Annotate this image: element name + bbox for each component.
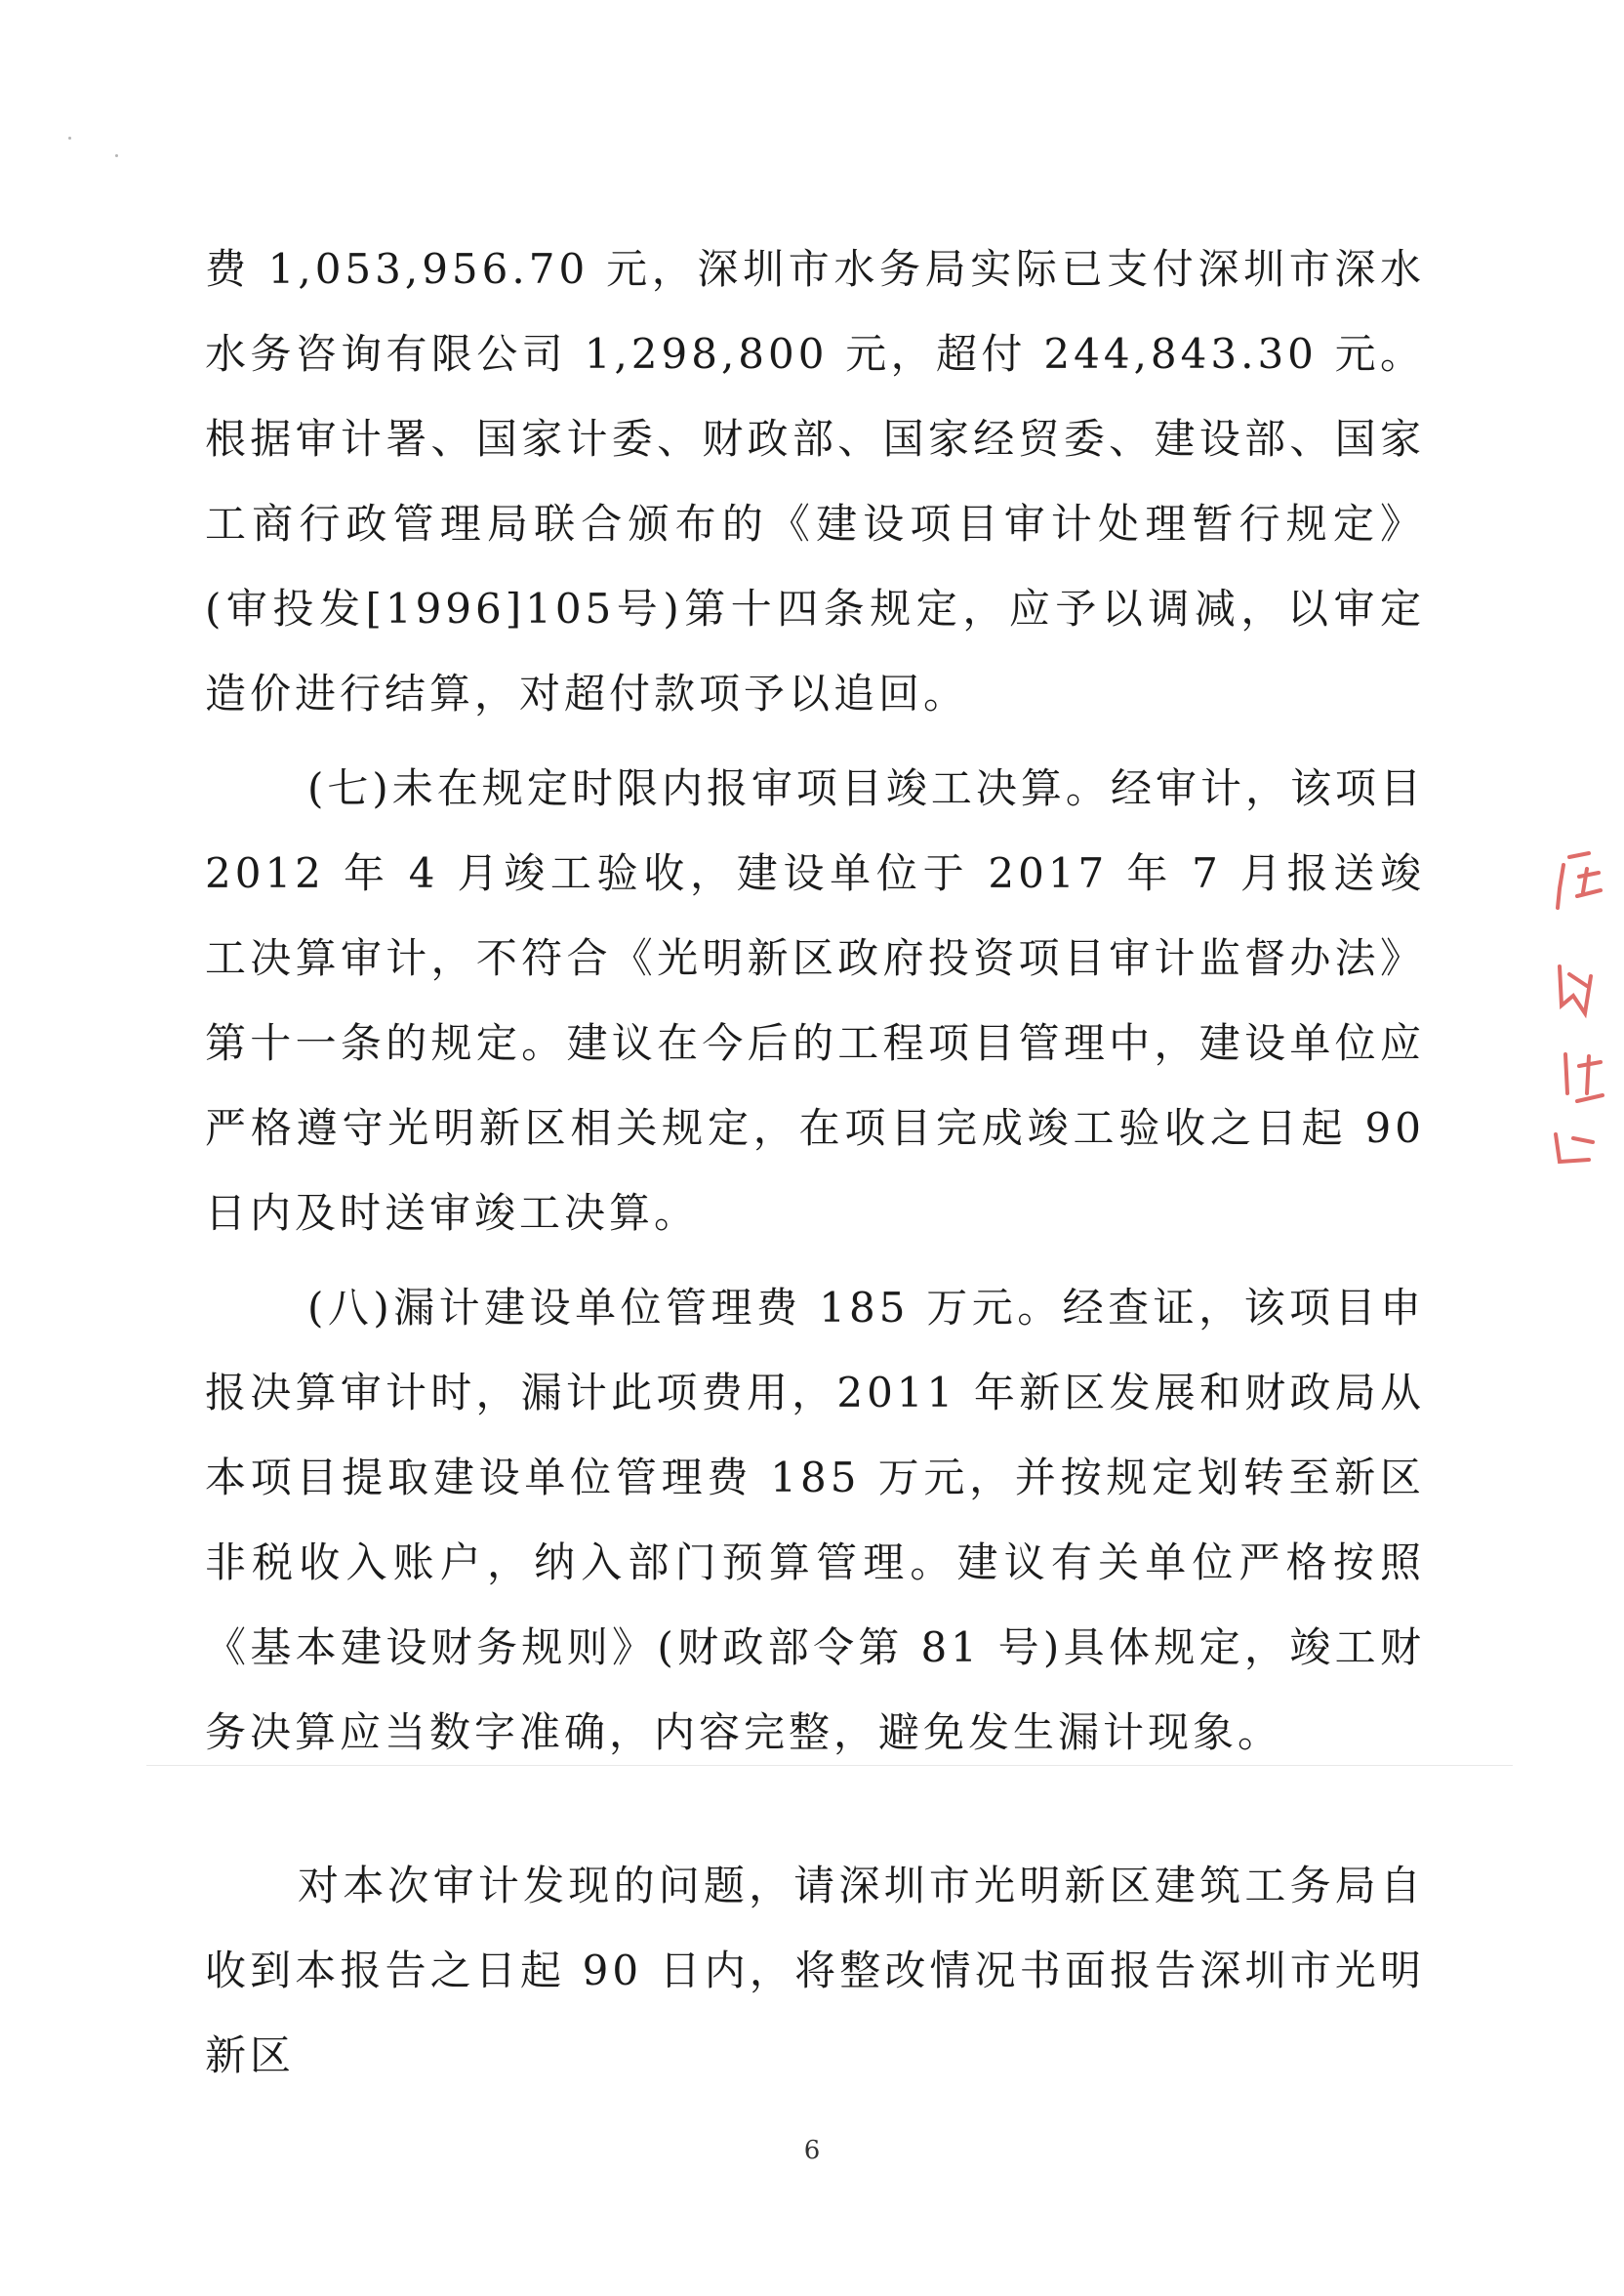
red-seal-edge-icon — [1530, 849, 1618, 1171]
paragraph-rectification-request: 对本次审计发现的问题，请深圳市光明新区建筑工务局自收到本报告之日起 90 日内，将整改情况书面报告深圳市光明新区 — [205, 1862, 1425, 2079]
paragraph-item-eight: (八)漏计建设单位管理费 185 万元。经查证，该项目申报决算审计时，漏计此项费用，2011 年新区发展和财政局从本项目提取建设单位管理费 185 万元，并按规定划转至新区非税收入账户，纳入部门预算管理。建议有关单位严格按照《基本建设财务规则》(财政部令第 81 号)具体规定，竣工财务决算应当数字准确，内容完整，避免发生漏计现象。 — [205, 1284, 1425, 1756]
paragraph-item-seven: (七)未在规定时限内报审项目竣工决算。经审计，该项目 2012 年 4 月竣工验收，建设单位于 2017 年 7 月报送竣工决算审计，不符合《光明新区政府投资项目审计监督办法》第十一条的规定。建议在今后的工程项目管理中，建设单位应严格遵守光明新区相关规定，在项目完成竣工验收之日起 90 日内及时送审竣工决算。 — [205, 764, 1425, 1237]
scan-speck — [115, 154, 118, 157]
paragraph-fee-overpayment: 费 1,053,956.70 元，深圳市水务局实际已支付深圳市深水水务咨询有限公司 1,298,800 元，超付 244,843.30 元。根据审计署、国家计委、财政部、国家经贸委、建设部、国家工商行政管理局联合颁布的《建设项目审计处理暂行规定》(审投发[1996]105号)第十四条规定，应予以调减，以审定造价进行结算，对超付款项予以追回。 — [205, 245, 1425, 718]
section-divider — [146, 1765, 1513, 1766]
scan-speck — [68, 137, 71, 140]
page-number: 6 — [803, 2136, 821, 2165]
